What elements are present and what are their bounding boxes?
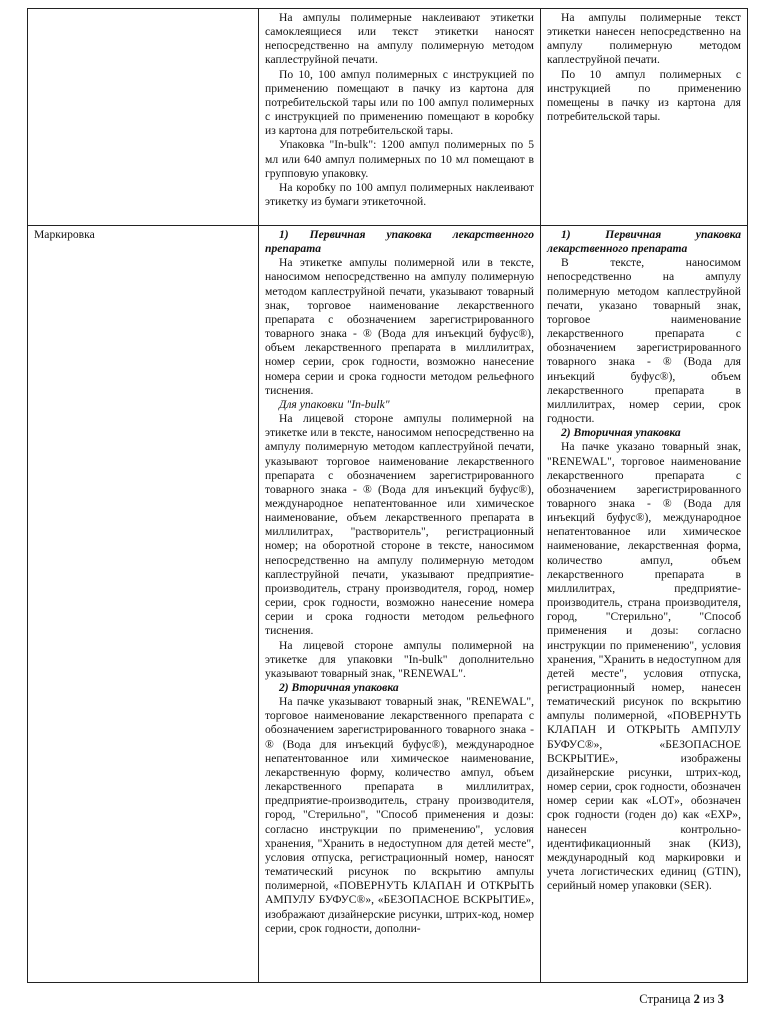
section-heading: 2) Вторичная упаковка — [279, 681, 399, 694]
proposed-text-cell — [541, 9, 748, 226]
paragraph: На лицевой стороне ампулы полимерной на этикетке или в тексте, наносимом непосредственно на ампулу полимерную методом каплеструйной печати, указывают торговое наименование лекарственного препарата с обозначением зарегистрированного товарного знака - ® (Вода для инъекций буфус®), международное непатентованное или химическое наименование, объем лекарственного препарата в миллилитрах, "растворитель", регистрационный номер; на оборотной стороне в тексте, наносимом непосредственно на ампулу полимерную методом каплеструйной печати, указывают предприятие-производитель, страну производителя, город, номер серии, срок годности, возможно нанесение номера серии и срока годности методом рельефного тиснения. — [265, 412, 534, 638]
paragraph: На пачке указывают товарный знак, "RENEWAL", торговое наименование лекарственного препарата с обозначением зарегистрированного товарного знака - ® (Вода для инъекций буфус®), международное непатентованное или химическое наименование, лекарственную форму, количество ампул, объем лекарственного препарата в миллилитрах, предприятие-производитель, страну производителя, город, "Стерильно", "Способ применения и дозы: согласно инструкции по применению", условия хранения, "Хранить в недоступном для детей месте", условия отпуска, регистрационный номер, наносят тематический рисунок по вскрытию ампулы полимерной, «ПОВЕРНУТЬ КЛАПАН И ОТКРЫТЬ АМПУЛУ БУФУС®», «БЕЗОПАСНОЕ ВСКРЫТИЕ», изображают дизайнерские рисунки, штрих-код, номер серии, срок годности, дополни- — [265, 695, 534, 935]
row-label-cell — [28, 226, 259, 983]
current-text-cell — [259, 9, 541, 226]
paragraph: На лицевой стороне ампулы полимерной на этикетке для упаковки "In-bulk" дополнительно указывают товарный знак, "RENEWAL". — [265, 638, 534, 680]
paragraph: По 10 ампул полимерных с инструкцией по применению помещены в пачку из картона для потребительской тары. — [547, 67, 741, 124]
current-page: 2 — [693, 992, 700, 1006]
total-pages: 3 — [717, 992, 724, 1006]
page-number — [639, 992, 724, 1007]
section-heading: 1) Первичная упаковка лекарственного препарата — [547, 228, 741, 256]
paragraph: На ампулы полимерные наклеивают этикетки самоклеящиеся или текст этикетки наносят непосредственно на ампулу полимерную методом каплеструйной печати. — [265, 11, 534, 67]
paragraph: На этикетке ампулы полимерной или в тексте, наносимом непосредственно на ампулу полимерную методом каплеструйной печати, указывают товарный знак, торговое наименование лекарственного препарата с обозначением зарегистрированного товарного знака - ® (Вода для инъекций буфус®), объем лекарственного препарата в миллилитрах, номер серии, срок годности, возможно нанесение номера серии и срока годности методом рельефного тиснения. — [265, 256, 534, 397]
document-table — [27, 8, 748, 983]
paragraph: На ампулы полимерные текст этикетки нанесен непосредственно на ампулу полимерную методом каплеструйной печати. — [547, 11, 741, 67]
page-separator: из — [702, 992, 715, 1006]
proposed-text-cell — [541, 226, 748, 983]
current-text-cell — [259, 226, 541, 983]
paragraph: На коробку по 100 ампул полимерных наклеивают этикетку из бумаги этикеточной. — [265, 180, 534, 209]
paragraph: Упаковка "In-bulk": 1200 ампул полимерных по 5 мл или 640 ампул полимерных по 10 мл помещают в групповую упаковку. — [265, 138, 534, 180]
table-row — [28, 9, 748, 226]
paragraph: В тексте, наносимом непосредственно на ампулу полимерную методом каплеструйной печати, указано товарный знак, торговое наименование лекарственного препарата с обозначением зарегистрированного товарного знака - ® (Вода для инъекций буфус®), объем лекарственного препарата в миллилитрах, номер серии, срок годности. — [547, 256, 741, 426]
row-label: Маркировка — [34, 228, 95, 241]
table-row — [28, 226, 748, 983]
page-prefix: Страница — [639, 992, 691, 1006]
paragraph: По 10, 100 ампул полимерных с инструкцией по применению помещают в пачку из картона для потребительской тары или по 100 ампул полимерных с инструкцией по применению помещают в коробку из картона для потребительской тары. — [265, 67, 534, 138]
section-heading: 1) Первичная упаковка лекарственного препарата — [265, 228, 534, 256]
row-label-cell — [28, 9, 259, 226]
section-heading: 2) Вторичная упаковка — [561, 426, 681, 440]
paragraph: На пачке указано товарный знак, "RENEWAL", торговое наименование лекарственного препарата с обозначением зарегистрированного товарного знака - ® (Вода для инъекций буфус®), международное непатентованное или химическое наименование, лекарственная форма, количество ампул, объем лекарственного препарата в миллилитрах, предприятие-производитель, страна производителя, город, "Стерильно", "Способ применения и дозы: согласно инструкции по применению", условия хранения, "Хранить в недоступном для детей месте", условия отпуска, регистрационный номер, нанесен тематический рисунок по вскрытию ампулы полимерной, «ПОВЕРНУТЬ КЛАПАН И ОТКРЫТЬ АМПУЛУ БУФУС®», «БЕЗОПАСНОЕ ВСКРЫТИЕ», изображены дизайнерские рисунки, штрих-код, номер серии, срок годности, обозначен номер серии как «LOT», обозначен срок годности (годен до) как «EXP», нанесен контрольно-идентификационный знак (КИЗ), международный код маркировки и учета логистических единиц (GTIN), серийный номер упаковки (SER). — [547, 440, 741, 893]
subsection-heading: Для упаковки "In-bulk" — [279, 397, 390, 411]
